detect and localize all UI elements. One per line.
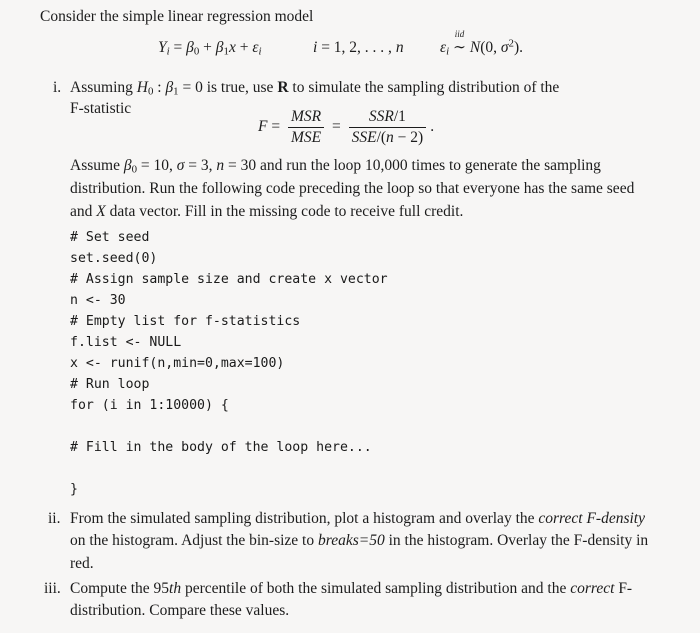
item-iii-text: Compute the 95th percentile of both the simulated sampling distribution and the correct F-distribution. Compare these values. xyxy=(70,580,633,620)
item-ii-numeral: ii. xyxy=(48,510,61,527)
r-code-block xyxy=(70,227,388,500)
f-formula: F = $\frac{\text{MSR}}{\text{MSE}}$ = $\frac{\text{SSR/1}}{\text{SSE/(n − 2)}}$ . xyxy=(258,108,435,146)
code-line: f.list <- NULL xyxy=(70,335,182,350)
code-line: } xyxy=(70,482,78,497)
code-line: # Set seed xyxy=(70,230,150,245)
code-line: n <- 30 xyxy=(70,293,126,308)
code-line: # Run loop xyxy=(70,377,150,392)
code-line: # Empty list for f-statistics xyxy=(70,314,301,329)
model-equation: $Y_i = \beta_0 + \beta_1x + \varepsilon_i$ xyxy=(158,39,262,58)
code-line xyxy=(70,416,388,437)
item-i-numeral: i. xyxy=(53,79,62,96)
item-iii-numeral: iii. xyxy=(44,580,61,597)
code-line: # Assign sample size and create x vector xyxy=(70,272,388,287)
intro-text: Consider the simple linear regression model xyxy=(40,8,314,25)
code-line: x <- runif(n,min=0,max=100) xyxy=(70,356,285,371)
code-line xyxy=(70,458,388,479)
code-line: set.seed(0) xyxy=(70,251,158,266)
code-line: # Fill in the body of the loop here... xyxy=(70,440,372,455)
model-index: i = 1, 2, . . . , n xyxy=(313,39,404,56)
model-distribution: $\varepsilon_i$ iid ∼ N(0, $\sigma^2$). xyxy=(440,29,524,58)
item-i-line1: Assuming $H_0$ : $\beta_1 = 0$ is true, use R to simulate the sampling distribution of the xyxy=(70,79,560,98)
item-i-line2: F-statistic xyxy=(70,100,132,117)
item-i-assumptions: Assume $\beta_0 = 10$, σ = 3, n = 30 and run the loop 10,000 times to generate the sampling distribution. Run the following code preceding the loop so that everyone has the same seed and X data vector. Fill in the missing code to receive full credit. xyxy=(70,157,635,220)
code-line: for (i in 1:10000) { xyxy=(70,398,229,413)
item-ii-text: From the simulated sampling distribution, plot a histogram and overlay the correct F-density on the histogram. Adjust the bin-size to breaks=50 in the histogram. Overlay the F-density in red. xyxy=(70,510,649,572)
